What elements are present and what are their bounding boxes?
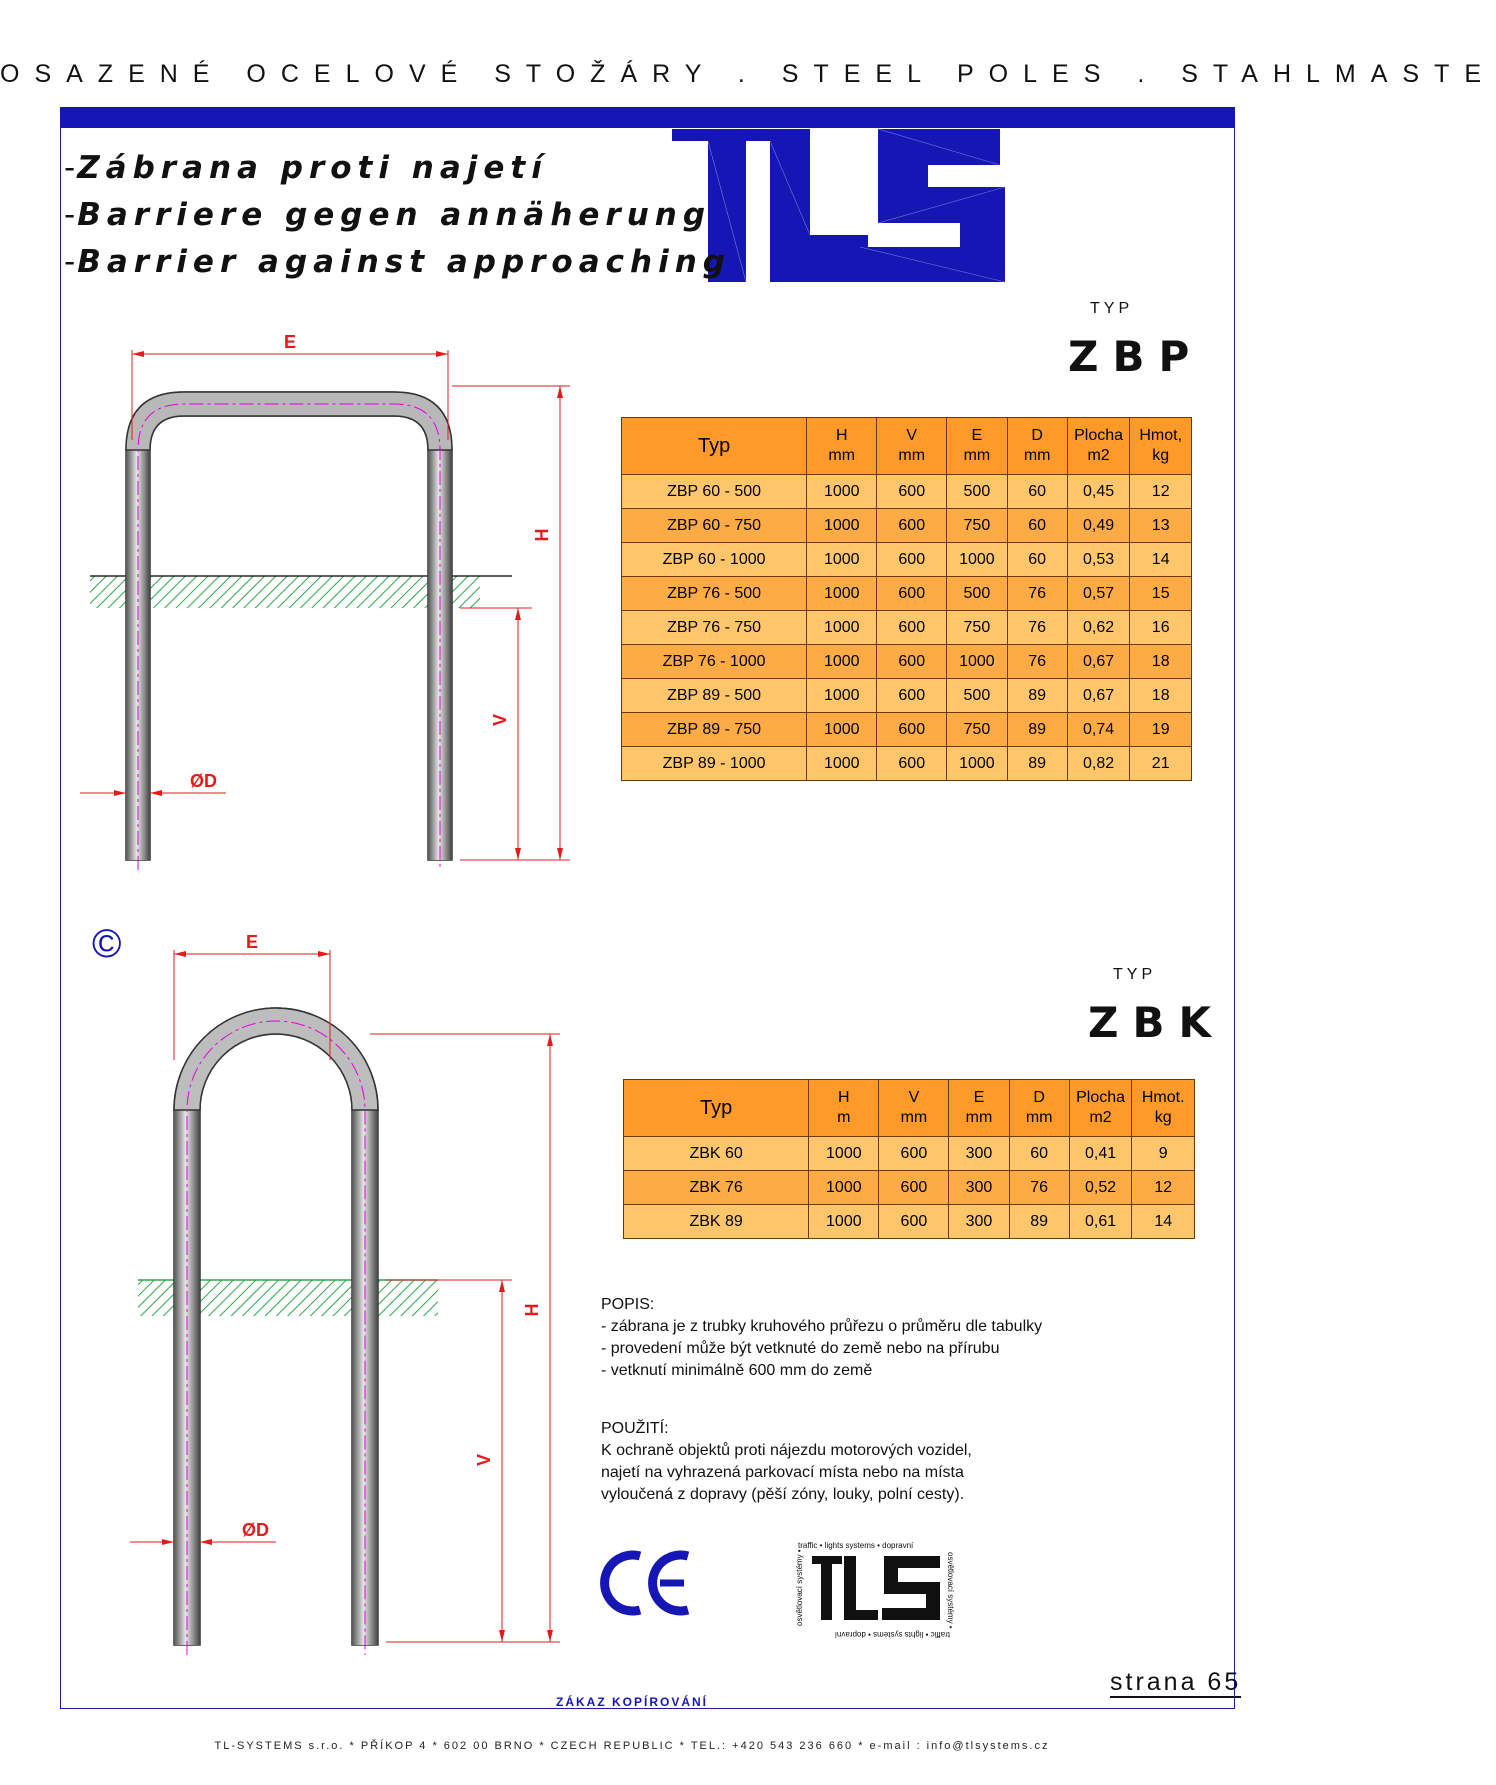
zbp-col-hmot: Hmot, kg xyxy=(1130,418,1192,475)
ce-mark-icon xyxy=(598,1548,694,1618)
zbp-table-cell: 0,57 xyxy=(1067,577,1130,611)
zbp-table-row xyxy=(622,713,1192,747)
tls-stamp-logo xyxy=(790,1538,960,1638)
zbk-table-row xyxy=(624,1171,1195,1205)
popis-line: - zábrana je z trubky kruhového průřezu o průměru dle tabulky xyxy=(601,1318,1043,1335)
zbp-table-cell: 500 xyxy=(947,475,1007,509)
zbk-label-d: ØD xyxy=(242,1520,269,1540)
zbp-table-row xyxy=(622,611,1192,645)
zbp-table-cell: 500 xyxy=(947,577,1007,611)
zbk-table-header xyxy=(624,1080,1195,1137)
zbp-table-cell: 1000 xyxy=(947,543,1007,577)
zbk-table-cell: ZBK 89 xyxy=(624,1205,809,1239)
zbp-table-cell: 16 xyxy=(1130,611,1192,645)
zbk-table-cell: 0,41 xyxy=(1069,1137,1132,1171)
zbp-table-cell: 12 xyxy=(1130,475,1192,509)
zbp-table-row xyxy=(622,747,1192,781)
zbk-table-cell: 1000 xyxy=(809,1205,879,1239)
zbp-col-typ: Typ xyxy=(622,418,807,475)
zbk-table-cell: 0,52 xyxy=(1069,1171,1132,1205)
zbk-table-cell: ZBK 76 xyxy=(624,1171,809,1205)
zbk-col-hmot: Hmot. kg xyxy=(1132,1080,1195,1137)
zbp-table-cell: 1000 xyxy=(807,747,877,781)
zbp-table-body xyxy=(622,475,1192,781)
zbp-table-cell: ZBP 89 - 500 xyxy=(622,679,807,713)
zbp-table-cell: 13 xyxy=(1130,509,1192,543)
popis-section xyxy=(601,1294,1042,1382)
heading-english: -Barrier against approaching xyxy=(64,244,731,280)
document-title: OSAZENÉ OCELOVÉ STOŽÁRY . STEEL POLES . STAHLMASTE xyxy=(0,60,1496,88)
zbp-table-cell: ZBP 76 - 500 xyxy=(622,577,807,611)
zbp-table-cell: 600 xyxy=(877,713,947,747)
zbp-table-cell: 0,62 xyxy=(1067,611,1130,645)
zbp-table-cell: ZBP 89 - 1000 xyxy=(622,747,807,781)
zbp-table-cell: 21 xyxy=(1130,747,1192,781)
zbk-table-cell: 300 xyxy=(949,1137,1009,1171)
zbp-table-cell: 89 xyxy=(1007,747,1067,781)
zbk-col-v: V mm xyxy=(879,1080,949,1137)
zbp-drawing xyxy=(80,330,580,890)
pouziti-line: vyloučená z dopravy (pěší zóny, louky, polní cesty). xyxy=(601,1486,965,1503)
copy-prohibited-notice: ZÁKAZ KOPÍROVÁNÍ xyxy=(556,1695,708,1709)
zbk-table-cell: 300 xyxy=(949,1205,1009,1239)
zbp-table-cell: 1000 xyxy=(807,509,877,543)
zbp-table-cell: ZBP 76 - 1000 xyxy=(622,645,807,679)
zbk-table-cell: 1000 xyxy=(809,1137,879,1171)
zbp-table-cell: 600 xyxy=(877,577,947,611)
zbk-table-body xyxy=(624,1137,1195,1239)
zbk-typ-label: TYP xyxy=(1113,966,1157,983)
zbp-table-row xyxy=(622,645,1192,679)
zbk-table-cell: ZBK 60 xyxy=(624,1137,809,1171)
zbp-table-cell: 600 xyxy=(877,611,947,645)
zbp-table-cell: 1000 xyxy=(807,577,877,611)
zbp-table-cell: 0,82 xyxy=(1067,747,1130,781)
zbp-table-cell: 18 xyxy=(1130,679,1192,713)
zbp-table-cell: 1000 xyxy=(947,747,1007,781)
svg-text:osvětlovací systémy •: osvětlovací systémy • xyxy=(795,1549,804,1626)
zbp-table-cell: 1000 xyxy=(807,713,877,747)
pouziti-title: POUŽITÍ: xyxy=(601,1420,669,1437)
zbp-table-cell: ZBP 60 - 1000 xyxy=(622,543,807,577)
zbp-table-row xyxy=(622,543,1192,577)
page-number: strana 65 xyxy=(1110,1668,1242,1696)
zbp-table-cell: 750 xyxy=(947,509,1007,543)
zbp-table-cell: 600 xyxy=(877,509,947,543)
pouziti-line: najetí na vyhrazená parkovací místa nebo na místa xyxy=(601,1464,964,1481)
zbk-table-cell: 1000 xyxy=(809,1171,879,1205)
zbp-table-cell: 0,53 xyxy=(1067,543,1130,577)
zbk-label-h: H xyxy=(522,1303,542,1317)
zbp-table-row xyxy=(622,577,1192,611)
copyright-icon: © xyxy=(92,922,122,966)
zbp-table-cell: 600 xyxy=(877,543,947,577)
pouziti-section xyxy=(601,1418,972,1506)
zbp-col-v: V mm xyxy=(877,418,947,475)
zbp-col-e: E mm xyxy=(947,418,1007,475)
zbp-table-cell: 1000 xyxy=(807,679,877,713)
zbp-table-cell: 0,74 xyxy=(1067,713,1130,747)
zbp-table-cell: ZBP 76 - 750 xyxy=(622,611,807,645)
svg-text:traffic • lights systems • dop: traffic • lights systems • dopravní xyxy=(834,1630,950,1639)
svg-text:traffic • lights systems • dop: traffic • lights systems • dopravní xyxy=(798,1541,914,1550)
zbp-table-cell: 19 xyxy=(1130,713,1192,747)
zbk-spec-table xyxy=(623,1079,1195,1239)
zbp-table-cell: 750 xyxy=(947,611,1007,645)
zbk-type-name: ZBK xyxy=(1088,998,1226,1047)
zbk-table-cell: 89 xyxy=(1009,1205,1069,1239)
zbk-table-cell: 600 xyxy=(879,1137,949,1171)
zbp-table-cell: 15 xyxy=(1130,577,1192,611)
zbp-table-cell: 89 xyxy=(1007,713,1067,747)
zbk-table-cell: 600 xyxy=(879,1171,949,1205)
zbp-label-e: E xyxy=(283,332,297,352)
popis-line: - vetknutí minimálně 600 mm do země xyxy=(601,1362,873,1379)
zbk-table-row xyxy=(624,1205,1195,1239)
zbk-table-row xyxy=(624,1137,1195,1171)
zbp-table-cell: 76 xyxy=(1007,577,1067,611)
heading-czech: -Zábrana proti najetí xyxy=(64,150,548,186)
zbp-table-cell: 750 xyxy=(947,713,1007,747)
zbp-table-cell: 60 xyxy=(1007,509,1067,543)
zbp-table-cell: 1000 xyxy=(807,645,877,679)
popis-line: - provedení může být vetknuté do země nebo na přírubu xyxy=(601,1340,1000,1357)
heading-german: -Barriere gegen annäherung xyxy=(64,197,712,233)
zbp-table-cell: 60 xyxy=(1007,543,1067,577)
zbp-spec-table xyxy=(621,417,1192,781)
zbk-col-e: E mm xyxy=(949,1080,1009,1137)
zbk-table-cell: 300 xyxy=(949,1171,1009,1205)
zbk-pipe xyxy=(174,1008,378,1645)
zbp-table-cell: 600 xyxy=(877,645,947,679)
zbp-table-cell: 60 xyxy=(1007,475,1067,509)
zbk-table-cell: 9 xyxy=(1132,1137,1195,1171)
zbp-table-row xyxy=(622,509,1192,543)
svg-text:osvětlovací systémy •: osvětlovací systémy • xyxy=(946,1552,955,1629)
zbp-table-row xyxy=(622,475,1192,509)
zbp-label-v: V xyxy=(490,713,510,727)
zbk-col-typ: Typ xyxy=(624,1080,809,1137)
zbp-table-cell: ZBP 89 - 750 xyxy=(622,713,807,747)
zbp-table-cell: 600 xyxy=(877,747,947,781)
zbp-table-cell: ZBP 60 - 500 xyxy=(622,475,807,509)
zbk-drawing xyxy=(130,930,570,1670)
zbp-table-cell: 600 xyxy=(877,679,947,713)
zbk-label-v: V xyxy=(474,1453,494,1467)
zbp-col-plocha: Plocha m2 xyxy=(1067,418,1130,475)
footer-contact: TL-SYSTEMS s.r.o. * PŘÍKOP 4 * 602 00 BRNO * CZECH REPUBLIC * TEL.: +420 543 236 660 * e-mail : info@tlsystems.cz xyxy=(214,1740,1050,1752)
zbk-col-h: H m xyxy=(809,1080,879,1137)
zbk-col-d: D mm xyxy=(1009,1080,1069,1137)
zbp-col-d: D mm xyxy=(1007,418,1067,475)
zbp-table-cell: 76 xyxy=(1007,611,1067,645)
zbp-table-cell: 0,67 xyxy=(1067,645,1130,679)
zbp-pipe xyxy=(126,392,452,860)
zbp-table-cell: 1000 xyxy=(807,543,877,577)
zbk-col-plocha: Plocha m2 xyxy=(1069,1080,1132,1137)
zbp-label-h: H xyxy=(532,528,552,542)
zbk-table-cell: 14 xyxy=(1132,1205,1195,1239)
zbp-label-d: ØD xyxy=(190,771,217,791)
zbk-table-cell: 60 xyxy=(1009,1137,1069,1171)
zbp-table-cell: ZBP 60 - 750 xyxy=(622,509,807,543)
zbk-table-cell: 0,61 xyxy=(1069,1205,1132,1239)
zbp-table-cell: 500 xyxy=(947,679,1007,713)
zbp-table-cell: 0,67 xyxy=(1067,679,1130,713)
pouziti-line: K ochraně objektů proti nájezdu motorových vozidel, xyxy=(601,1442,972,1459)
zbp-table-header xyxy=(622,418,1192,475)
zbp-table-row xyxy=(622,679,1192,713)
zbp-table-cell: 0,49 xyxy=(1067,509,1130,543)
popis-title: POPIS: xyxy=(601,1296,655,1313)
zbk-table-cell: 12 xyxy=(1132,1171,1195,1205)
header-blue-bar xyxy=(60,107,1235,128)
zbp-col-h: H mm xyxy=(807,418,877,475)
zbp-table-cell: 1000 xyxy=(807,475,877,509)
zbk-table-cell: 600 xyxy=(879,1205,949,1239)
zbk-label-e: E xyxy=(245,932,259,952)
zbp-table-cell: 1000 xyxy=(807,611,877,645)
zbp-table-cell: 18 xyxy=(1130,645,1192,679)
zbp-table-cell: 1000 xyxy=(947,645,1007,679)
zbp-typ-label: TYP xyxy=(1090,300,1134,317)
zbp-table-cell: 76 xyxy=(1007,645,1067,679)
zbp-table-cell: 89 xyxy=(1007,679,1067,713)
zbp-table-cell: 14 xyxy=(1130,543,1192,577)
zbp-table-cell: 600 xyxy=(877,475,947,509)
zbk-table-cell: 76 xyxy=(1009,1171,1069,1205)
zbp-table-cell: 0,45 xyxy=(1067,475,1130,509)
zbp-type-name: ZBP xyxy=(1068,332,1204,381)
